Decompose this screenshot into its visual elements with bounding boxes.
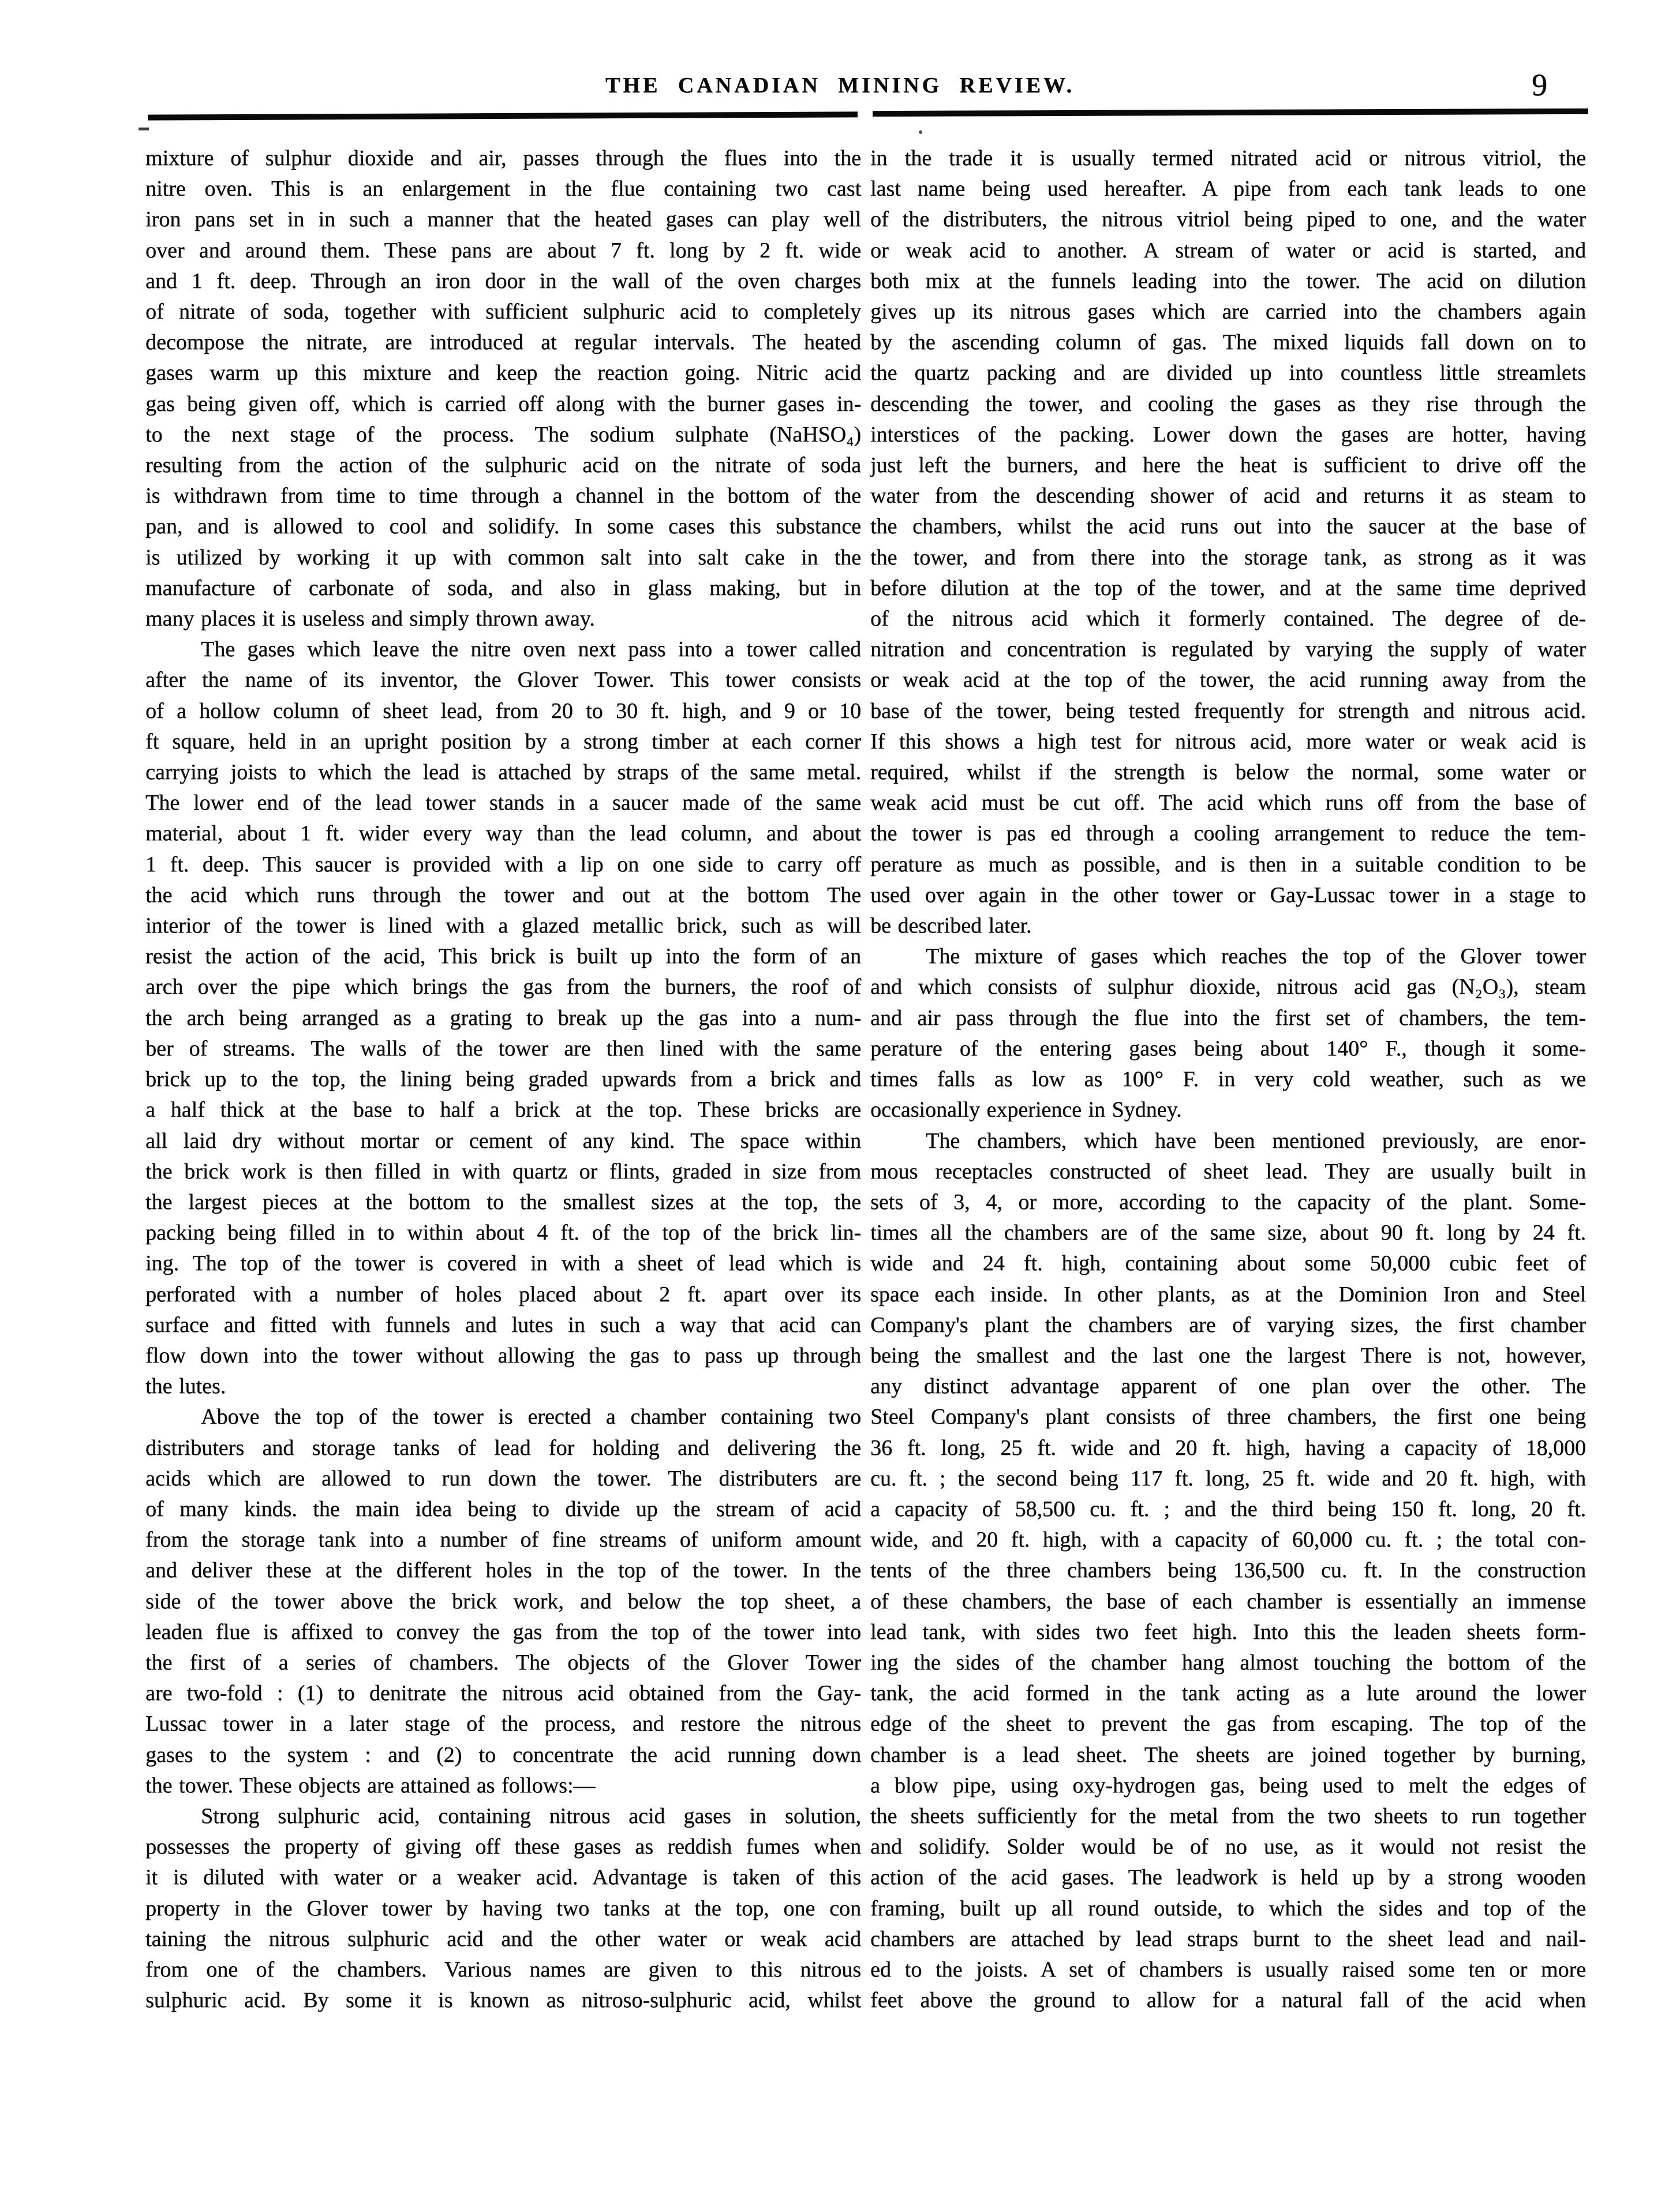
text-line: gives up its nitrous gases which are carried into the chambers again [870,300,1586,324]
text-line: all laid dry without mortar or cement of any kind. The space within [145,1128,861,1153]
text-line: the tower is pas ed through a cooling arrangement to reduce the tem- [870,821,1586,846]
paragraph [145,634,861,1402]
text-line: ber of streams. The walls of the tower are then lined with the same [145,1036,861,1061]
text-line: it is diluted with water or a weaker acid. Advantage is taken of this [145,1865,861,1890]
text-line: the sheets sufficiently for the metal from the two sheets to run together [870,1803,1586,1828]
text-line: gases warm up this mixture and keep the reaction going. Nitric acid [145,361,861,385]
text-line: water from the descending shower of acid and returns it as steam to [870,484,1586,508]
text-line: and air pass through the flue into the first set of chambers, the tem- [870,1005,1586,1030]
text-line: surface and fitted with funnels and lutes in such a way that acid can [145,1312,861,1337]
text-line: perature as much as possible, and is then in a suitable condition to be [870,852,1586,877]
text-line: 1 ft. deep. This saucer is provided with a lip on one side to carry off [145,852,861,877]
text-line: or weak acid at the top of the tower, the acid running away from the [870,668,1586,693]
text-line: times all the chambers are of the same size, about 90 ft. long by 24 ft. [870,1221,1586,1245]
text-line: perature of the entering gases being about 140° F., though it some- [870,1036,1586,1061]
text-line: taining the nitrous sulphuric acid and the other water or weak acid [145,1926,861,1951]
text-line: arch over the pipe which brings the gas from the burners, the roof of [145,975,861,1000]
text-line: and deliver these at the different holes in the top of the tower. In the [145,1558,861,1583]
page-number: 9 [1532,68,1547,102]
text-line: wide and 24 ft. high, containing about some 50,000 cubic feet of [870,1251,1586,1276]
text-line: from the storage tank into a number of fine streams of uniform amount [145,1528,861,1552]
text-line: nitration and concentration is regulated by varying the supply of water [870,637,1586,662]
text-line: possesses the property of giving off these gases as reddish fumes when [145,1835,861,1859]
text-line: to the next stage of the process. The sodium sulphate (NaHSO₄) [145,422,861,447]
text-line: tank, the acid formed in the tank acting as a lute around the lower [870,1681,1586,1706]
left-column [145,143,861,2016]
text-line: and which consists of sulphur dioxide, nitrous acid gas (N₂O₃), steam [870,975,1586,1000]
text-line: decompose the nitrate, are introduced at regular intervals. The heated [145,330,861,355]
scan-artifact-dot [919,130,922,134]
paragraph [145,1402,861,1801]
text-line: side of the tower above the brick work, and below the top sheet, a [145,1589,861,1614]
text-line: gas being given off, which is carried off along with the burner gases in- [145,391,861,416]
text-line: is withdrawn from time to time through a channel in the bottom of the [145,484,861,508]
text-line: The chambers, which have been mentioned previously, are enor- [926,1128,1586,1153]
text-line: the largest pieces at the bottom to the smallest sizes at the top, the [145,1189,861,1214]
text-line: both mix at the funnels leading into the tower. The acid on dilution [870,268,1586,293]
text-line: feet above the ground to allow for a natural fall of the acid when [870,1988,1586,2013]
text-line: many places it is useless and simply thrown away. [145,607,595,631]
text-line: or weak acid to another. A stream of water or acid is started, and [870,238,1586,263]
text-line: The lower end of the lead tower stands in a saucer made of the same [145,791,861,815]
text-line: resist the action of the acid, This brick is built up into the form of an [145,944,861,969]
text-line: mixture of sulphur dioxide and air, passes through the flues into the [145,146,861,170]
text-line: and 1 ft. deep. Through an iron door in the wall of the oven charges [145,268,861,293]
text-line: the acid which runs through the tower and out at the bottom The [145,882,861,907]
text-line: of nitrate of soda, together with sufficient sulphuric acid to completely [145,300,861,324]
text-line: being the smallest and the last one the largest There is not, however, [870,1343,1586,1368]
text-line: space each inside. In other plants, as at the Dominion Iron and Steel [870,1282,1586,1307]
text-line: any distinct advantage apparent of one plan over the other. The [870,1374,1586,1399]
text-line: action of the acid gases. The leadwork is held up by a strong wooden [870,1865,1586,1890]
text-line: wide, and 20 ft. high, with a capacity of 60,000 cu. ft. ; the total con- [870,1528,1586,1552]
text-line: a half thick at the base to half a brick at the top. These bricks are [145,1098,861,1122]
text-line: nitre oven. This is an enlargement in the flue containing two cast [145,177,861,201]
text-line: chambers are attached by lead straps burnt to the sheet lead and nail- [870,1926,1586,1951]
text-line: a capacity of 58,500 cu. ft. ; and the third being 150 ft. long, 20 ft. [870,1496,1586,1521]
text-line: leaden flue is affixed to convey the gas from the top of the tower into [145,1619,861,1644]
text-line: chamber is a lead sheet. The sheets are joined together by burning, [870,1742,1586,1767]
text-line: framing, built up all round outside, to which the sides and top of the [870,1896,1586,1921]
text-line: descending the tower, and cooling the gases as they rise through the [870,391,1586,416]
text-line: times falls as low as 100° F. in very cold weather, such as we [870,1067,1586,1092]
text-line: the tower, and from there into the storage tank, as strong as it was [870,545,1586,570]
text-line: brick up to the top, the lining being graded upwards from a brick and [145,1067,861,1092]
text-line: the brick work is then filled in with quartz or flints, graded in size from [145,1159,861,1184]
text-line: ed to the joists. A set of chambers is usually raised some ten or more [870,1957,1586,1982]
text-line: base of the tower, being tested frequently for strength and nitrous acid. [870,698,1586,723]
text-line: before dilution at the top of the tower, and at the same time deprived [870,575,1586,600]
text-line: of these chambers, the base of each chamber is essentially an immense [870,1589,1586,1614]
text-line: is utilized by working it up with common salt into salt cake in the [145,545,861,570]
text-line: The mixture of gases which reaches the top of the Glover tower [926,944,1586,969]
paragraph [145,1801,861,2016]
header-rule-right [873,108,1588,117]
text-line: the chambers, whilst the acid runs out into the saucer at the base of [870,514,1586,539]
running-header-title: THE CANADIAN MINING REVIEW. [605,73,1075,98]
text-line: the lutes. [145,1374,226,1399]
text-line: interior of the tower is lined with a glazed metallic brick, such as will [145,914,861,938]
text-line: after the name of its inventor, the Glover Tower. This tower consists [145,668,861,693]
text-line: ft square, held in an upright position by a strong timber at each corner [145,729,861,754]
paragraph [870,1126,1586,2016]
text-line: If this shows a high test for nitrous acid, more water or weak acid is [870,729,1586,754]
text-line: the quartz packing and are divided up into countless little streamlets [870,361,1586,385]
text-line: used over again in the other tower or Gay-Lussac tower in a stage to [870,882,1586,907]
text-line: ing. The top of the tower is covered in with a sheet of lead which is [145,1251,861,1276]
text-line: cu. ft. ; the second being 117 ft. long, 25 ft. wide and 20 ft. high, with [870,1466,1586,1491]
text-line: 36 ft. long, 25 ft. wide and 20 ft. high, having a capacity of 18,000 [870,1435,1586,1460]
text-line: carrying joists to which the lead is attached by straps of the same metal. [145,760,861,785]
text-line: Strong sulphuric acid, containing nitrous acid gases in solution, [201,1803,861,1828]
text-line: The gases which leave the nitre oven next pass into a tower called [201,637,861,662]
text-line: property in the Glover tower by having two tanks at the top, one con [145,1896,861,1921]
scan-artifact-dash [139,128,149,130]
paragraph [870,941,1586,1125]
text-line: mous receptacles constructed of sheet lead. They are usually built in [870,1159,1586,1184]
text-line: lead tank, with sides two feet high. Into this the leaden sheets form- [870,1619,1586,1644]
text-line: Lussac tower in a later stage of the process, and restore the nitrous [145,1712,861,1736]
text-line: packing being filled in to within about 4 ft. of the top of the brick lin- [145,1221,861,1245]
text-line: Steel Company's plant consists of three chambers, the first one being [870,1405,1586,1429]
text-line: sets of 3, 4, or more, according to the capacity of the plant. Some- [870,1189,1586,1214]
text-line: iron pans set in in such a manner that the heated gases can play well [145,207,861,232]
paragraph [870,143,1586,941]
text-line: edge of the sheet to prevent the gas from escaping. The top of the [870,1712,1586,1736]
text-line: of the nitrous acid which it formerly contained. The degree of de- [870,607,1586,631]
text-line: the arch being arranged as a grating to break up the gas into a num- [145,1005,861,1030]
text-line: material, about 1 ft. wider every way than the lead column, and about [145,821,861,846]
text-line: acids which are allowed to run down the tower. The distributers are [145,1466,861,1491]
text-line: tents of the three chambers being 136,500 cu. ft. In the construction [870,1558,1586,1583]
page-body [145,143,1586,2016]
text-line: resulting from the action of the sulphuric acid on the nitrate of soda [145,453,861,478]
text-line: occasionally experience in Sydney. [870,1098,1182,1122]
text-line: distributers and storage tanks of lead for holding and delivering the [145,1435,861,1460]
text-line: the first of a series of chambers. The objects of the Glover Tower [145,1650,861,1675]
text-line: and solidify. Solder would be of no use, as it would not resist the [870,1835,1586,1859]
right-column [870,143,1586,2016]
paragraph [145,143,861,634]
text-line: last name being used hereafter. A pipe from each tank leads to one [870,177,1586,201]
text-line: required, whilst if the strength is below the normal, some water or [870,760,1586,785]
text-line: Company's plant the chambers are of varying sizes, the first chamber [870,1312,1586,1337]
text-line: are two-fold : (1) to denitrate the nitrous acid obtained from the Gay- [145,1681,861,1706]
text-line: be described later. [870,914,1032,938]
text-line: the tower. These objects are attained as follows:— [145,1773,596,1798]
text-line: flow down into the tower without allowing the gas to pass up through [145,1343,861,1368]
text-line: just left the burners, and here the heat is sufficient to drive off the [870,453,1586,478]
text-line: of many kinds. the main idea being to divide up the stream of acid [145,1496,861,1521]
text-line: manufacture of carbonate of soda, and also in glass making, but in [145,575,861,600]
text-line: interstices of the packing. Lower down the gases are hotter, having [870,422,1586,447]
text-line: sulphuric acid. By some it is known as nitroso-sulphuric acid, whilst [145,1988,861,2013]
text-line: pan, and is allowed to cool and solidify. In some cases this substance [145,514,861,539]
text-line: perforated with a number of holes placed about 2 ft. apart over its [145,1282,861,1307]
text-line: Above the top of the tower is erected a chamber containing two [201,1405,861,1429]
text-line: a blow pipe, using oxy-hydrogen gas, being used to melt the edges of [870,1773,1586,1798]
text-line: of a hollow column of sheet lead, from 20 to 30 ft. high, and 9 or 10 [145,698,861,723]
text-line: ing the sides of the chamber hang almost touching the bottom of the [870,1650,1586,1675]
text-line: of the distributers, the nitrous vitriol being piped to one, and the water [870,207,1586,232]
text-line: weak acid must be cut off. The acid which runs off from the base of [870,791,1586,815]
text-line: from one of the chambers. Various names are given to this nitrous [145,1957,861,1982]
text-line: gases to the system : and (2) to concentrate the acid running down [145,1742,861,1767]
header-rule-left [148,111,858,120]
text-line: by the ascending column of gas. The mixed liquids fall down on to [870,330,1586,355]
text-line: over and around them. These pans are about 7 ft. long by 2 ft. wide [145,238,861,263]
text-line: in the trade it is usually termed nitrated acid or nitrous vitriol, the [870,146,1586,170]
